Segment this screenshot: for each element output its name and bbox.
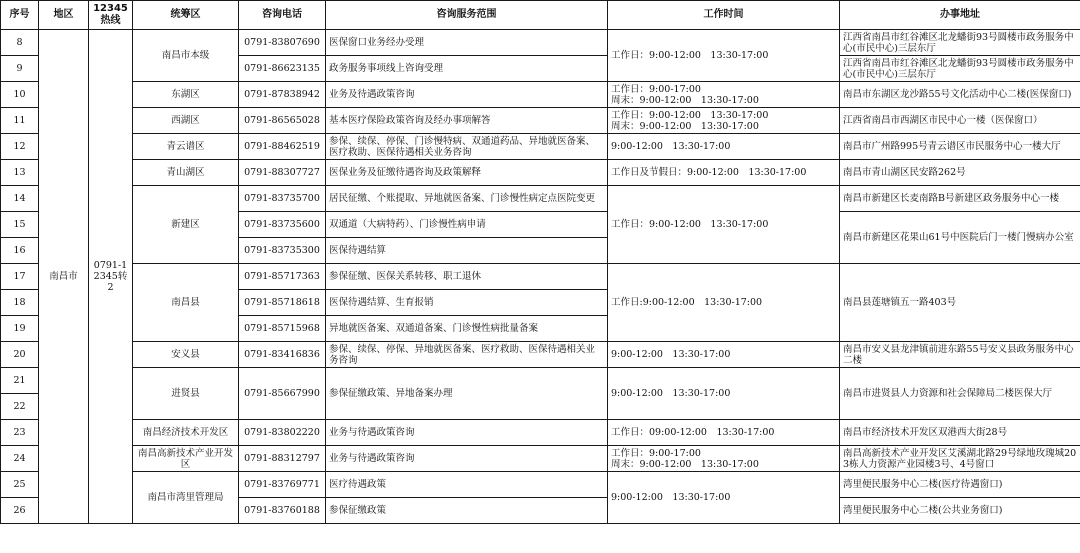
- table-row: [1, 160, 1080, 186]
- phone-cell: 0791-85667990: [239, 368, 326, 420]
- hours-cell: 9:00-12:00 13:30-17:00: [608, 134, 840, 160]
- hours-line: 周末：9:00-12:00 13:30-17:00: [611, 94, 759, 106]
- address-cell: 南昌市安义县龙津镇前进东路55号安义县政务服务中心二楼: [840, 342, 1080, 368]
- district-cell: 西湖区: [133, 108, 239, 134]
- scope-cell: 参保征缴政策、异地备案办理: [326, 368, 608, 420]
- phone-cell: 0791-86623135: [239, 56, 326, 82]
- header-seq: 序号: [1, 1, 39, 30]
- district-cell: 南昌市本级: [133, 30, 239, 82]
- district-cell: 南昌市湾里管理局: [133, 472, 239, 524]
- hours-cell: 工作日：9:00-12:00 13:30-17:00: [608, 186, 840, 264]
- address-cell: 南昌市东湖区龙沙路55号文化活动中心二楼(医保窗口): [840, 82, 1080, 108]
- scope-cell: 医保待遇结算、生育报销: [326, 290, 608, 316]
- row-seq: 16: [1, 238, 39, 264]
- row-seq: 26: [1, 498, 39, 524]
- district-cell: 新建区: [133, 186, 239, 264]
- table-row: [1, 446, 1080, 472]
- hours-cell: [608, 446, 840, 472]
- phone-cell: 0791-83769771: [239, 472, 326, 498]
- header-hours: 工作时间: [608, 1, 840, 30]
- header-region: 地区: [39, 1, 89, 30]
- address-cell: 江西省南昌市西湖区市民中心一楼（医保窗口）: [840, 108, 1080, 134]
- hotline-cell: 0791-12345转2: [89, 30, 133, 524]
- address-cell: 南昌市经济技术开发区双港西大街28号: [840, 420, 1080, 446]
- address-cell: 江西省南昌市红谷滩区北龙蟠街93号圆楼市政务服务中心(市民中心)三层东厅: [840, 56, 1080, 82]
- hours-cell: 工作日：9:00-12:00 13:30-17:00: [608, 30, 840, 82]
- hours-cell: [608, 108, 840, 134]
- scope-cell: 参保征缴、医保关系转移、职工退休: [326, 264, 608, 290]
- row-seq: 20: [1, 342, 39, 368]
- scope-cell: 参保征缴政策: [326, 498, 608, 524]
- phone-cell: 0791-87838942: [239, 82, 326, 108]
- phone-cell: 0791-83735300: [239, 238, 326, 264]
- table-row: [1, 108, 1080, 134]
- scope-cell: 政务服务事项线上咨询受理: [326, 56, 608, 82]
- scope-cell: 双通道（大病特药）、门诊慢性病申请: [326, 212, 608, 238]
- row-seq: 12: [1, 134, 39, 160]
- hours-cell: 工作日：09:00-12:00 13:30-17:00: [608, 420, 840, 446]
- hours-cell: 9:00-12:00 13:30-17:00: [608, 342, 840, 368]
- row-seq: 15: [1, 212, 39, 238]
- district-cell: 南昌高新技术产业开发区: [133, 446, 239, 472]
- row-seq: 17: [1, 264, 39, 290]
- hours-line: 周末：9:00-12:00 13:30-17:00: [611, 120, 759, 132]
- hours-line: 周末：9:00-12:00 13:30-17:00: [611, 458, 759, 470]
- phone-cell: 0791-86565028: [239, 108, 326, 134]
- hours-cell: 9:00-12:00 13:30-17:00: [608, 368, 840, 420]
- scope-cell: 参保、续保、停保、门诊慢特病、双通道药品、异地就医备案、医疗救助、医保待遇相关业务咨询: [326, 134, 608, 160]
- hours-line: 工作日：9:00-17:00: [611, 83, 701, 95]
- address-cell: 南昌市青山湖区民安路262号: [840, 160, 1080, 186]
- row-seq: 25: [1, 472, 39, 498]
- table-row: [1, 134, 1080, 160]
- address-cell: 南昌市进贤县人力资源和社会保障局二楼医保大厅: [840, 368, 1080, 420]
- phone-cell: 0791-88307727: [239, 160, 326, 186]
- scope-cell: 医疗待遇政策: [326, 472, 608, 498]
- phone-cell: 0791-83807690: [239, 30, 326, 56]
- phone-cell: 0791-88312797: [239, 446, 326, 472]
- table-row: [1, 82, 1080, 108]
- scope-cell: 居民征缴、个账提取、异地就医备案、门诊慢性病定点医院变更: [326, 186, 608, 212]
- row-seq: 13: [1, 160, 39, 186]
- phone-cell: 0791-83735600: [239, 212, 326, 238]
- row-seq: 23: [1, 420, 39, 446]
- phone-cell: 0791-85718618: [239, 290, 326, 316]
- header-district: 统筹区: [133, 1, 239, 30]
- hours-line: 工作日：9:00-17:00: [611, 447, 701, 459]
- district-cell: 进贤县: [133, 368, 239, 420]
- row-seq: 24: [1, 446, 39, 472]
- address-cell: 南昌高新技术产业开发区艾溪湖北路29号绿地玫瑰城203栋人力资源产业园楼3号、4号窗口: [840, 446, 1080, 472]
- scope-cell: 基本医疗保险政策咨询及经办事项解答: [326, 108, 608, 134]
- scope-cell: 业务与待遇政策咨询: [326, 420, 608, 446]
- header-hotline: 12345热线: [89, 1, 133, 30]
- table-row: [1, 420, 1080, 446]
- phone-cell: 0791-88462519: [239, 134, 326, 160]
- hours-cell: [608, 82, 840, 108]
- table-row: [1, 472, 1080, 498]
- phone-cell: 0791-85715968: [239, 316, 326, 342]
- row-seq: 8: [1, 30, 39, 56]
- district-cell: 东湖区: [133, 82, 239, 108]
- scope-cell: 业务及待遇政策咨询: [326, 82, 608, 108]
- scope-cell: 医保窗口业务经办受理: [326, 30, 608, 56]
- district-cell: 南昌县: [133, 264, 239, 342]
- district-cell: 青山湖区: [133, 160, 239, 186]
- address-cell: 南昌市新建区花果山61号中医院后门一楼门慢病办公室: [840, 212, 1080, 264]
- address-cell: 江西省南昌市红谷滩区北龙蟠街93号圆楼市政务服务中心(市民中心)三层东厅: [840, 30, 1080, 56]
- row-seq: 21: [1, 368, 39, 394]
- address-cell: 南昌县莲塘镇五一路403号: [840, 264, 1080, 342]
- table-row: [1, 186, 1080, 212]
- table-row: [1, 264, 1080, 290]
- scope-cell: 异地就医备案、双通道备案、门诊慢性病批量备案: [326, 316, 608, 342]
- row-seq: 14: [1, 186, 39, 212]
- scope-cell: 业务与待遇政策咨询: [326, 446, 608, 472]
- district-cell: 安义县: [133, 342, 239, 368]
- row-seq: 9: [1, 56, 39, 82]
- hours-cell: 工作日及节假日：9:00-12:00 13:30-17:00: [608, 160, 840, 186]
- hours-line: 工作日：9:00-12:00 13:30-17:00: [611, 109, 769, 121]
- hours-cell: 工作日:9:00-12:00 13:30-17:00: [608, 264, 840, 342]
- address-cell: 湾里便民服务中心二楼(公共业务窗口): [840, 498, 1080, 524]
- address-cell: 南昌市广州路995号青云谱区市民服务中心一楼大厅: [840, 134, 1080, 160]
- phone-cell: 0791-83416836: [239, 342, 326, 368]
- phone-cell: 0791-83760188: [239, 498, 326, 524]
- table-row: [1, 342, 1080, 368]
- region-cell: 南昌市: [39, 30, 89, 524]
- table-row: [1, 30, 1080, 56]
- phone-cell: 0791-85717363: [239, 264, 326, 290]
- row-seq: 10: [1, 82, 39, 108]
- header-scope: 咨询服务范围: [326, 1, 608, 30]
- header-phone: 咨询电话: [239, 1, 326, 30]
- district-cell: 南昌经济技术开发区: [133, 420, 239, 446]
- phone-cell: 0791-83802220: [239, 420, 326, 446]
- row-seq: 19: [1, 316, 39, 342]
- scope-cell: 参保、续保、停保、异地就医备案、医疗救助、医保待遇相关业务咨询: [326, 342, 608, 368]
- scope-cell: 医保待遇结算: [326, 238, 608, 264]
- table-row: [1, 368, 1080, 394]
- row-seq: 18: [1, 290, 39, 316]
- phone-cell: 0791-83735700: [239, 186, 326, 212]
- scope-cell: 医保业务及征缴待遇咨询及政策解释: [326, 160, 608, 186]
- table-header-row: [1, 1, 1080, 30]
- hours-cell: 9:00-12:00 13:30-17:00: [608, 472, 840, 524]
- address-cell: 南昌市新建区长麦南路B号新建区政务服务中心一楼: [840, 186, 1080, 212]
- district-cell: 青云谱区: [133, 134, 239, 160]
- row-seq: 22: [1, 394, 39, 420]
- header-address: 办事地址: [840, 1, 1080, 30]
- row-seq: 11: [1, 108, 39, 134]
- address-cell: 湾里便民服务中心二楼(医疗待遇窗口): [840, 472, 1080, 498]
